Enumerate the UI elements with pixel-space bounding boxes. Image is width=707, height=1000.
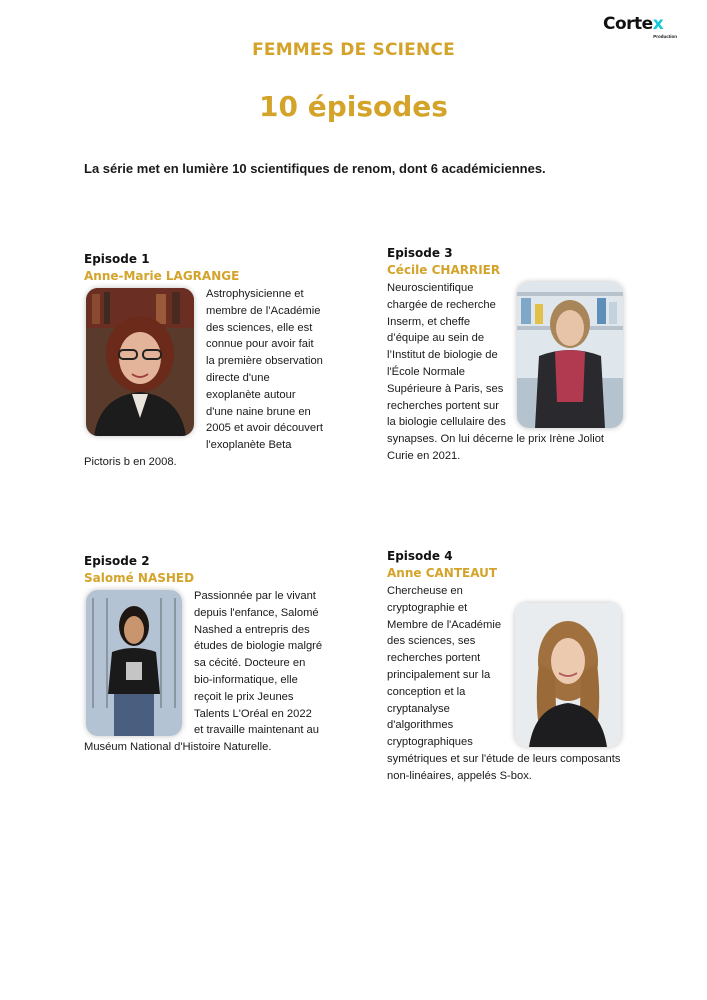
logo-subtitle: Production bbox=[653, 34, 677, 39]
episode-description: Chercheuse en cryptographie et Membre de l'Académie des sciences, ses recherches portent principalement sur la conception et la cryptanalyse d'algorithmes cryptographiques symétriques et sur l'étude de leurs composants non-linéaires, appelés S-box. bbox=[387, 585, 621, 782]
series-title: FEMMES DE SCIENCE bbox=[252, 40, 455, 60]
logo-brand: Cortex bbox=[603, 14, 664, 34]
episode-description: Astrophysicienne et membre de l’Académie des sciences, elle est connue pour avoir fait la première observation directe d'une exoplanète autour d'une naine brune en 2005 et avoir découvert l'exoplanète Beta Pictoris b en 2008. bbox=[84, 288, 323, 468]
episode-card-2 bbox=[84, 553, 324, 756]
portrait-photo bbox=[515, 603, 621, 747]
scientist-name: Anne-Marie LAGRANGE bbox=[84, 269, 240, 283]
episode-label: Episode 1 bbox=[84, 252, 150, 266]
episode-card-1 bbox=[84, 251, 324, 471]
episode-label: Episode 4 bbox=[387, 549, 453, 563]
scientist-name: Cécile CHARRIER bbox=[387, 263, 501, 277]
episode-card-3 bbox=[387, 245, 623, 465]
portrait-photo bbox=[86, 590, 182, 736]
episodes-count: 10 épisodes bbox=[259, 90, 448, 123]
episode-description: Neuroscientifique chargée de recherche Inserm, et cheffe d’équipe au sein de l’Institut de biologie de l'École Normale Supérieure à Paris, ses recherches portent sur la biologie cellulaire des synapses. On lui décerne le prix Irène Joliot Curie en 2021. bbox=[387, 282, 605, 462]
episode-description: Passionnée par le vivant depuis l'enfance, Salomé Nashed a entrepris des études de biologie malgré sa cécité. Docteure en bio-informatique, elle reçoit le prix Jeunes Talents L'Oréal en 2022 et travaille maintenant au Muséum National d'Histoire Naturelle. bbox=[84, 590, 323, 754]
episode-label: Episode 3 bbox=[387, 246, 453, 260]
portrait-photo bbox=[517, 282, 623, 428]
episode-label: Episode 2 bbox=[84, 554, 150, 568]
scientist-name: Anne CANTEAUT bbox=[387, 566, 498, 580]
portrait-photo bbox=[86, 288, 194, 436]
scientist-name: Salomé NASHED bbox=[84, 571, 195, 585]
intro-text: La série met en lumière 10 scientifiques de renom, dont 6 académiciennes. bbox=[84, 161, 546, 176]
cortex-logo bbox=[603, 14, 681, 42]
episode-card-4 bbox=[387, 548, 621, 785]
